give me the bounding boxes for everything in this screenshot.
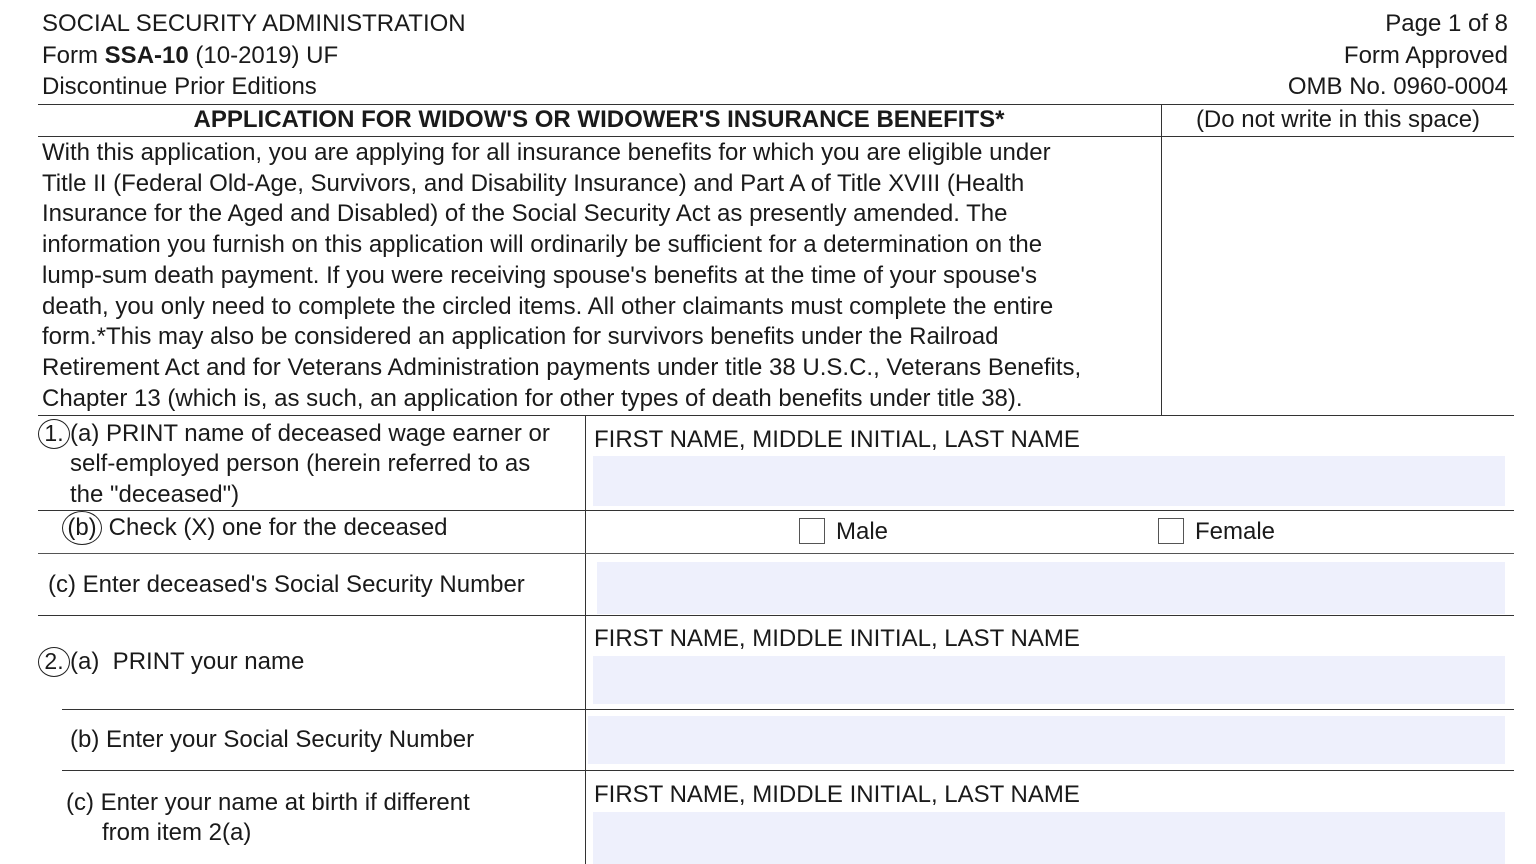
agency-name: SOCIAL SECURITY ADMINISTRATION [42, 10, 466, 37]
item-1b-text: Check (X) one for the deceased [102, 514, 448, 541]
item-1b-letter: (b) [62, 511, 102, 545]
item-2a-letter: (a) [70, 648, 100, 675]
item-2b-label: (b) Enter your Social Security Number [70, 726, 475, 753]
item-2a-label [38, 646, 304, 677]
deceased-ssn-field[interactable] [597, 562, 1505, 614]
item-1a-label [38, 418, 550, 449]
male-checkbox[interactable] [799, 518, 825, 544]
intro-line: Title II (Federal Old-Age, Survivors, and Disability Insurance) and Part A of Title XVIII (Health [42, 169, 1025, 197]
divider [1161, 104, 1162, 416]
field-label-name: FIRST NAME, MIDDLE INITIAL, LAST NAME [594, 426, 1080, 453]
item-1a-text: PRINT name of deceased wage earner or [99, 420, 550, 447]
item-2c-label: (c) Enter your name at birth if different [66, 789, 470, 816]
divider [62, 709, 1514, 710]
page-number: Page 1 of 8 [1385, 10, 1508, 37]
deceased-ssn-input[interactable] [597, 562, 1505, 614]
intro-line: Insurance for the Aged and Disabled) of the Social Security Act as presently amended. The [42, 200, 1008, 228]
office-use-label: (Do not write in this space) [1195, 106, 1481, 133]
divider [38, 615, 1514, 616]
deceased-name-field[interactable] [593, 456, 1505, 506]
form-title: APPLICATION FOR WIDOW'S OR WIDOWER'S INSURANCE BENEFITS* [193, 106, 1005, 133]
intro-paragraph [42, 138, 1160, 414]
item-1-number: 1. [38, 419, 70, 449]
form-id [42, 40, 338, 71]
male-label: Male [836, 518, 889, 545]
item-1b-label [62, 511, 448, 545]
birth-name-input[interactable] [593, 812, 1505, 864]
your-ssn-input[interactable] [588, 716, 1505, 764]
divider [38, 415, 1514, 416]
intro-line: Chapter 13 (which is, as such, an application for other types of death benefits under title 38). [42, 384, 1023, 412]
field-label-name: FIRST NAME, MIDDLE INITIAL, LAST NAME [594, 781, 1080, 808]
form-number: SSA-10 [104, 42, 189, 69]
your-name-field[interactable] [593, 656, 1505, 704]
female-checkbox[interactable] [1158, 518, 1184, 544]
discontinue-note: Discontinue Prior Editions [42, 73, 317, 100]
female-label: Female [1195, 518, 1276, 545]
intro-line: death, you only need to complete the circled items. All other claimants must complete the entire [42, 292, 1054, 320]
your-ssn-field[interactable] [588, 716, 1505, 764]
birth-name-field[interactable] [593, 812, 1505, 864]
your-name-input[interactable] [593, 656, 1505, 704]
item-1a-text-line2: self-employed person (herein referred to as [70, 450, 531, 477]
divider [62, 770, 1514, 771]
divider [38, 553, 1514, 554]
item-1c-label: (c) Enter deceased's Social Security Number [48, 571, 525, 598]
omb-number: OMB No. 0960-0004 [1287, 73, 1508, 100]
intro-line: Retirement Act and for Veterans Administration payments under title 38 U.S.C., Veterans Benefits, [42, 353, 1082, 381]
form-revision: (10-2019) UF [188, 42, 339, 69]
field-label-name: FIRST NAME, MIDDLE INITIAL, LAST NAME [594, 625, 1080, 652]
deceased-name-input[interactable] [593, 456, 1505, 506]
form-prefix: Form [42, 42, 105, 69]
intro-line: information you furnish on this application will ordinarily be sufficient for a determination on the [42, 231, 1043, 259]
item-2a-text: PRINT your name [99, 648, 305, 675]
intro-line: With this application, you are applying for all insurance benefits for which you are eligible under [42, 139, 1051, 166]
form-approved: Form Approved [1343, 42, 1508, 69]
item-2c-label-line2: from item 2(a) [102, 819, 252, 846]
item-1a-letter: (a) [70, 420, 100, 447]
intro-line: lump-sum death payment. If you were receiving spouse's benefits at the time of your spouse's [42, 261, 1038, 289]
divider [585, 416, 586, 864]
divider [38, 136, 1514, 137]
item-2-number: 2. [38, 647, 70, 677]
item-1a-text-line3: the "deceased") [70, 481, 240, 508]
intro-line: form.*This may also be considered an application for survivors benefits under the Railroad [42, 323, 999, 351]
